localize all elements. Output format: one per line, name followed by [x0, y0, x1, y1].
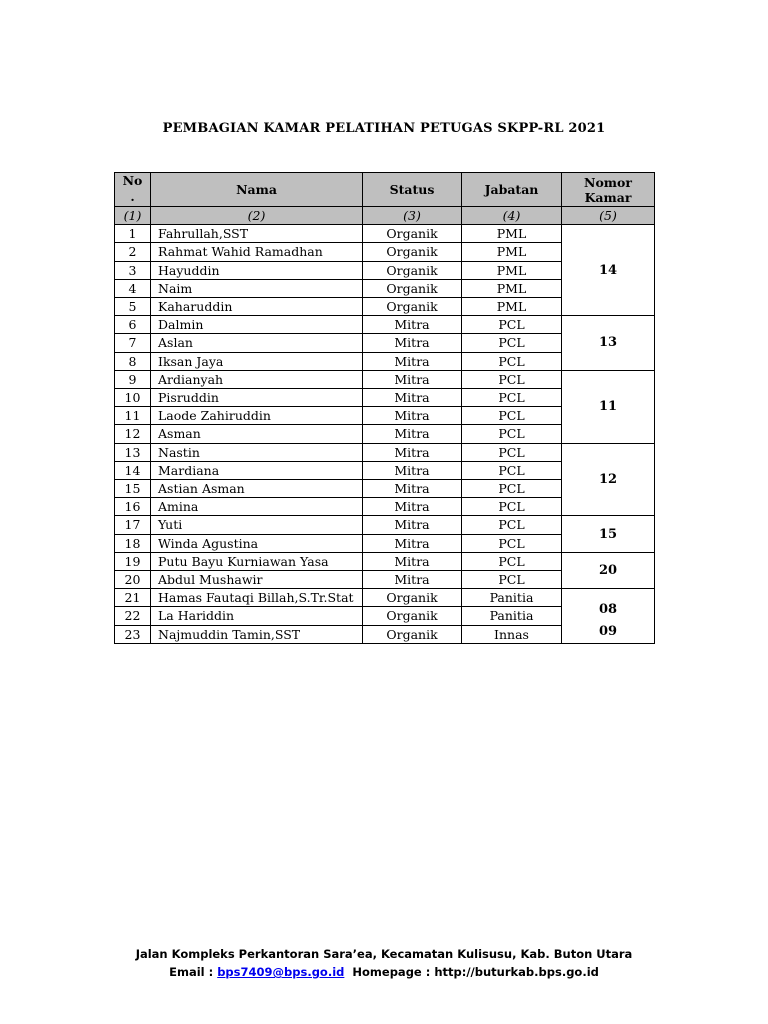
table-row: [115, 516, 655, 534]
cell-nama: Rahmat Wahid Ramadhan: [151, 243, 363, 261]
cell-no: 22: [115, 607, 151, 625]
room-assignment-table: [114, 172, 655, 644]
cell-jabatan: PCL: [462, 389, 562, 407]
cell-nama: Yuti: [151, 516, 363, 534]
cell-nama: Asman: [151, 425, 363, 443]
cell-nama: Pisruddin: [151, 389, 363, 407]
cell-jabatan: PML: [462, 225, 562, 243]
cell-jabatan: Panitia: [462, 607, 562, 625]
cell-status: Organik: [363, 279, 462, 297]
cell-jabatan: PCL: [462, 425, 562, 443]
header-nama: Nama: [151, 173, 363, 207]
table-header-row: [115, 173, 655, 207]
cell-jabatan: PCL: [462, 316, 562, 334]
cell-no: 17: [115, 516, 151, 534]
cell-nama: Hayuddin: [151, 261, 363, 279]
cell-room-number: 12: [562, 443, 655, 516]
cell-no: 10: [115, 389, 151, 407]
cell-no: 21: [115, 589, 151, 607]
header-no: No .: [115, 173, 151, 207]
cell-room-number: 13: [562, 316, 655, 371]
cell-status: Mitra: [363, 461, 462, 479]
cell-status: Organik: [363, 607, 462, 625]
footer-contact: [0, 965, 768, 979]
cell-room-number: 11: [562, 370, 655, 443]
email-label: Email :: [169, 965, 218, 979]
cell-jabatan: PCL: [462, 480, 562, 498]
table-row: [115, 552, 655, 570]
cell-no: 4: [115, 279, 151, 297]
cell-status: Organik: [363, 625, 462, 643]
cell-jabatan: PCL: [462, 407, 562, 425]
cell-status: Mitra: [363, 516, 462, 534]
cell-no: 15: [115, 480, 151, 498]
cell-jabatan: PCL: [462, 534, 562, 552]
column-index: (5): [562, 207, 655, 225]
cell-no: 6: [115, 316, 151, 334]
header-status: Status: [363, 173, 462, 207]
cell-status: Mitra: [363, 407, 462, 425]
table-row: [115, 589, 655, 607]
cell-no: 8: [115, 352, 151, 370]
homepage-text: Homepage : http://buturkab.bps.go.id: [352, 965, 599, 979]
cell-jabatan: PML: [462, 298, 562, 316]
cell-status: Organik: [363, 589, 462, 607]
cell-jabatan: PML: [462, 279, 562, 297]
cell-no: 14: [115, 461, 151, 479]
cell-jabatan: PCL: [462, 461, 562, 479]
cell-no: 1: [115, 225, 151, 243]
column-index-row: [115, 207, 655, 225]
cell-nama: Mardiana: [151, 461, 363, 479]
cell-no: 7: [115, 334, 151, 352]
cell-no: 19: [115, 552, 151, 570]
cell-jabatan: PCL: [462, 571, 562, 589]
table-row: [115, 443, 655, 461]
cell-jabatan: PML: [462, 261, 562, 279]
cell-status: Organik: [363, 298, 462, 316]
cell-jabatan: PCL: [462, 443, 562, 461]
cell-status: Mitra: [363, 389, 462, 407]
cell-status: Mitra: [363, 498, 462, 516]
cell-jabatan: PCL: [462, 498, 562, 516]
cell-jabatan: Panitia: [462, 589, 562, 607]
table-row: [115, 370, 655, 388]
cell-nama: Fahrullah,SST: [151, 225, 363, 243]
cell-jabatan: PML: [462, 243, 562, 261]
cell-nama: Nastin: [151, 443, 363, 461]
cell-nama: Naim: [151, 279, 363, 297]
cell-nama: Amina: [151, 498, 363, 516]
cell-status: Organik: [363, 225, 462, 243]
cell-nama: Laode Zahiruddin: [151, 407, 363, 425]
cell-status: Organik: [363, 243, 462, 261]
header-jabatan: Jabatan: [462, 173, 562, 207]
cell-nama: La Hariddin: [151, 607, 363, 625]
cell-status: Mitra: [363, 352, 462, 370]
column-index: (3): [363, 207, 462, 225]
cell-status: Mitra: [363, 552, 462, 570]
cell-room-number: 14: [562, 225, 655, 316]
email-link[interactable]: bps7409@bps.go.id: [217, 965, 345, 979]
document-title: PEMBAGIAN KAMAR PELATIHAN PETUGAS SKPP-RL 2021: [162, 121, 606, 136]
cell-nama: Iksan Jaya: [151, 352, 363, 370]
cell-jabatan: PCL: [462, 334, 562, 352]
room-number: 08: [598, 601, 618, 617]
cell-no: 9: [115, 370, 151, 388]
cell-nama: Ardianyah: [151, 370, 363, 388]
cell-status: Mitra: [363, 425, 462, 443]
table-row: [115, 316, 655, 334]
column-index: (4): [462, 207, 562, 225]
cell-no: 2: [115, 243, 151, 261]
cell-status: Mitra: [363, 370, 462, 388]
cell-no: 3: [115, 261, 151, 279]
cell-nama: Astian Asman: [151, 480, 363, 498]
cell-status: Mitra: [363, 534, 462, 552]
column-index: (1): [115, 207, 151, 225]
cell-status: Mitra: [363, 571, 462, 589]
cell-no: 18: [115, 534, 151, 552]
cell-no: 5: [115, 298, 151, 316]
cell-no: 23: [115, 625, 151, 643]
cell-nama: Winda Agustina: [151, 534, 363, 552]
cell-nama: Putu Bayu Kurniawan Yasa: [151, 552, 363, 570]
cell-nama: Kaharuddin: [151, 298, 363, 316]
cell-room-number: 20: [562, 552, 655, 588]
column-index: (2): [151, 207, 363, 225]
cell-status: Mitra: [363, 334, 462, 352]
cell-nama: Dalmin: [151, 316, 363, 334]
cell-no: 12: [115, 425, 151, 443]
cell-no: 13: [115, 443, 151, 461]
cell-jabatan: PCL: [462, 516, 562, 534]
cell-status: Mitra: [363, 480, 462, 498]
cell-nama: Aslan: [151, 334, 363, 352]
cell-no: 20: [115, 571, 151, 589]
cell-room-number-pair: [562, 589, 655, 644]
cell-nama: Najmuddin Tamin,SST: [151, 625, 363, 643]
cell-nama: Hamas Fautaqi Billah,S.Tr.Stat: [151, 589, 363, 607]
header-nomor-kamar: Nomor Kamar: [562, 173, 655, 207]
cell-jabatan: PCL: [462, 370, 562, 388]
cell-status: Organik: [363, 261, 462, 279]
cell-no: 11: [115, 407, 151, 425]
cell-nama: Abdul Mushawir: [151, 571, 363, 589]
room-number: 09: [598, 623, 618, 639]
cell-no: 16: [115, 498, 151, 516]
footer-address: Jalan Kompleks Perkantoran Sara’ea, Kecamatan Kulisusu, Kab. Buton Utara: [135, 947, 633, 961]
cell-jabatan: PCL: [462, 352, 562, 370]
cell-room-number: 15: [562, 516, 655, 552]
table-row: [115, 225, 655, 243]
cell-jabatan: Innas: [462, 625, 562, 643]
cell-status: Mitra: [363, 316, 462, 334]
cell-jabatan: PCL: [462, 552, 562, 570]
cell-status: Mitra: [363, 443, 462, 461]
